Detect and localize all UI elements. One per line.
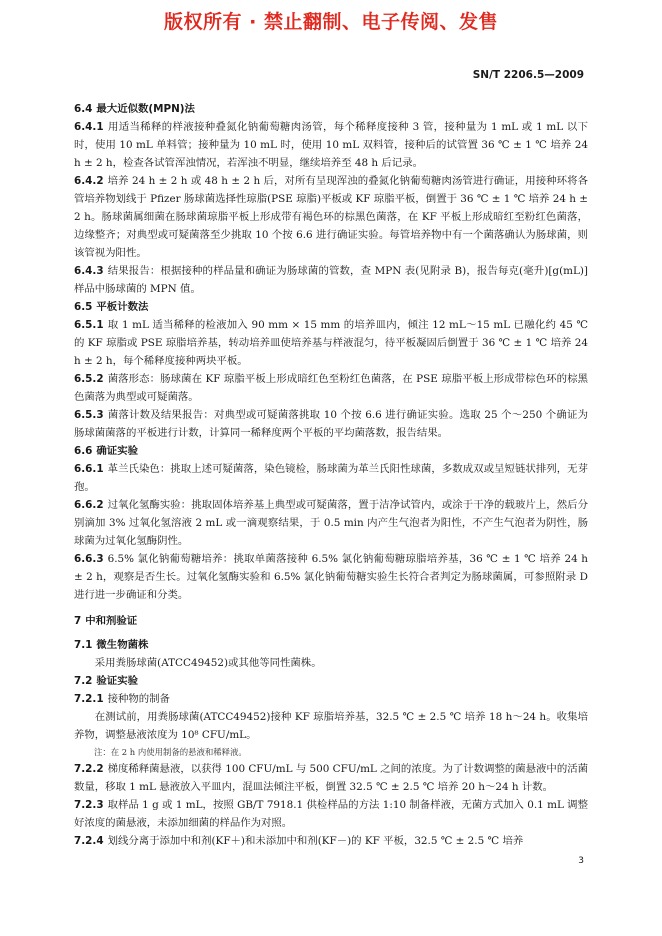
clause-text: 6.5% 氯化钠葡萄糖培养：挑取单菌落接种 6.5% 氯化钠葡萄糖琼脂培养基，36 ℃ ± 1 ℃ 培养 24 h ± 2 h，观察是否生长。过氧化氢酶实验和 6.5% 氯化钠葡萄糖实验生长符合者判定为肠球菌属，可参照附录 D 进行进一步确证和分类。	[74, 553, 588, 601]
clause-text: 过氧化氢酶实验：挑取固体培养基上典型或可疑菌落，置于洁净试管内，或涂于干净的载玻片上，然后分别滴加 3% 过氧化氢溶液 2 mL 或一滴观察结果，于 0.5 min 内产生气泡者为阳性，不产生气泡者为阴性，肠球菌为过氧化氢酶阴性。	[74, 499, 588, 547]
document-number: SN/T 2206.5—2009	[472, 69, 584, 81]
section-heading	[74, 442, 588, 460]
clause-text: 取样品 1 g 或 1 mL，按照 GB/T 7918.1 供检样品的方法 1:10 制备样液，无菌方式加入 0.1 mL 调整好浓度的菌悬液，未添加细菌的样品作为对照。	[74, 799, 588, 829]
numbered-clause	[74, 370, 588, 406]
section-heading	[74, 636, 588, 654]
clause-text: 划线分离于添加中和剂(KF＋)和未添加中和剂(KF－)的 KF 平板，32.5 ℃ ± 2.5 ℃ 培养	[107, 835, 524, 847]
numbered-clause	[74, 460, 588, 496]
clause-text: 菌落形态：肠球菌在 KF 琼脂平板上形成暗红色至粉红色菌落，在 PSE 琼脂平板上形成带棕色环的棕黑色菌落为典型或可疑菌落。	[74, 373, 588, 403]
numbered-clause	[74, 796, 588, 832]
paragraph	[74, 708, 588, 744]
chapter-heading	[74, 612, 588, 630]
numbered-clause	[74, 550, 588, 604]
numbered-clause	[74, 496, 588, 550]
clause-number: 6.6.2	[74, 499, 104, 511]
numbered-clause	[74, 262, 588, 298]
clause-number: 7	[74, 615, 82, 627]
section-heading	[74, 298, 588, 316]
numbered-clause	[74, 760, 588, 796]
numbered-clause	[74, 118, 588, 172]
clause-number: 6.4.2	[74, 175, 104, 187]
clause-text: 确证实验	[96, 445, 138, 457]
copyright-banner: 版权所有 · 禁止翻制、电子传阅、发售	[164, 11, 498, 33]
section-heading	[74, 672, 588, 690]
clause-text: 中和剂验证	[85, 615, 138, 627]
clause-text: 接种物的制备	[107, 693, 170, 705]
clause-text: 采用粪肠球菌(ATCC49452)或其他等同性菌株。	[94, 657, 322, 669]
numbered-clause	[74, 832, 588, 850]
clause-text: 菌落计数及结果报告：对典型或可疑菌落挑取 10 个按 6.6 进行确证实验。选取 25 个～250 个确证为肠球菌菌落的平板进行计数，计算同一稀释度两个平板的平均菌落数，报告结果。	[74, 409, 588, 439]
clause-number: 6.5.2	[74, 373, 104, 385]
clause-text: 微生物菌株	[96, 639, 149, 651]
clause-text: 最大近似数(MPN)法	[96, 103, 195, 115]
clause-text: 梯度稀释菌悬液，以获得 100 CFU/mL 与 500 CFU/mL 之间的浓度。为了计数调整的菌悬液中的活菌数量，移取 1 mL 悬液放入平皿内，混皿法倾注平板，倒置 32.5 ℃ ± 2.5 ℃ 培养 20 h～24 h 计数。	[74, 763, 588, 793]
clause-number: 6.5	[74, 301, 93, 313]
clause-number: 7.2	[74, 675, 93, 687]
clause-text: 培养 24 h ± 2 h 或 48 h ± 2 h 后，对所有呈现浑浊的叠氮化钠葡萄糖肉汤管进行确证，用接种环将各管培养物划线于 Pfizer 肠球菌选择性琼脂(PSE 琼脂)平板或 KF 琼脂平板，倒置于 36 ℃ ± 1 ℃ 培养 24 h ± 2 h。肠球菌属细菌在肠球菌琼脂平板上形成带有褐色环的棕黑色菌落，在 KF 平板上形成暗红至粉红色菌落，边缘整齐；对典型或可疑菌落至少挑取 10 个按 6.6 进行确证实验。每管培养物中有一个菌落确认为肠球菌，则该管视为阳性。	[74, 175, 588, 259]
clause-text: 在测试前，用粪肠球菌(ATCC49452)接种 KF 琼脂培养基，32.5 ℃ ± 2.5 ℃ 培养 18 h～24 h。收集培养物，调整悬液浓度为 10⁸ CFU/mL。	[74, 711, 588, 741]
clause-text: 取 1 mL 适当稀释的检液加入 90 mm × 15 mm 的培养皿内，倾注 12 mL～15 mL 已融化约 45 ℃ 的 KF 琼脂或 PSE 琼脂培养基，转动培养皿使培养基与样液混匀，待平板凝固后倒置于 36 ℃ ± 1 ℃ 培养 24 h ± 2 h，每个稀释度接种两块平板。	[74, 319, 588, 367]
clause-text: 结果报告：根据接种的样品量和确证为肠球菌的管数，查 MPN 表(见附录 B)，报告每克(毫升)[g(mL)]样品中肠球菌的 MPN 值。	[74, 265, 588, 295]
clause-number: 6.5.3	[74, 409, 104, 421]
clause-text: 革兰氏染色：挑取上述可疑菌落，染色镜检，肠球菌为革兰氏阳性球菌，多数成双或呈短链状排列，无芽孢。	[74, 463, 588, 493]
clause-number: 7.2.2	[74, 763, 104, 775]
clause-number: 6.6.1	[74, 463, 104, 475]
numbered-clause	[74, 406, 588, 442]
clause-text: 验证实验	[96, 675, 138, 687]
clause-text: 注：在 2 h 内使用制备的悬液和稀释液。	[94, 747, 247, 757]
clause-text: 用适当稀释的样液接种叠氮化钠葡萄糖肉汤管，每个稀释度接种 3 管，接种量为 1 mL 或 1 mL 以下时，使用 10 mL 单料管；接种量为 10 mL 时，使用 10 mL 双料管，接种后的试管置 36 ℃ ± 1 ℃ 培养 24 h ± 2 h，检查各试管浑浊情况，若浑浊不明显，继续培养至 48 h 后记录。	[74, 121, 588, 169]
clause-number: 7.2.4	[74, 835, 104, 847]
note	[74, 744, 588, 760]
clause-number: 7.2.1	[74, 693, 104, 705]
clause-number: 6.5.1	[74, 319, 104, 331]
clause-number: 7.1	[74, 639, 93, 651]
clause-text: 平板计数法	[96, 301, 149, 313]
page-number: 3	[578, 856, 584, 866]
paragraph	[74, 654, 588, 672]
clause-number: 6.4	[74, 103, 93, 115]
numbered-clause	[74, 690, 588, 708]
numbered-clause	[74, 316, 588, 370]
clause-number: 6.4.3	[74, 265, 104, 277]
section-heading	[74, 100, 588, 118]
document-body	[74, 100, 588, 850]
clause-number: 6.6	[74, 445, 93, 457]
clause-number: 6.6.3	[74, 553, 104, 565]
numbered-clause	[74, 172, 588, 262]
clause-number: 6.4.1	[74, 121, 104, 133]
clause-number: 7.2.3	[74, 799, 104, 811]
